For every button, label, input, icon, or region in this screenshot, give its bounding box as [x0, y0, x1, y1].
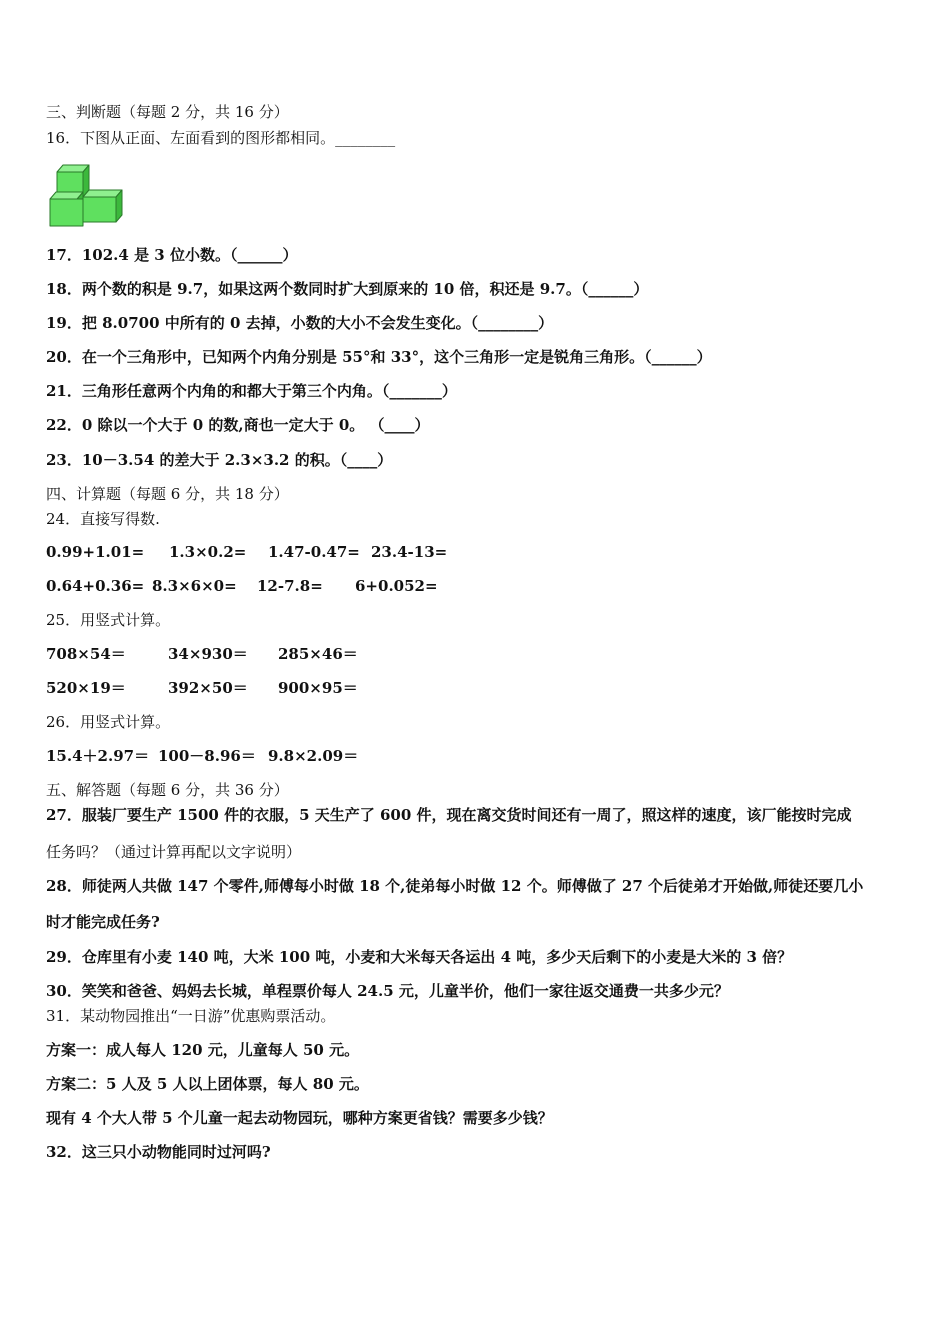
question-31-plan-1: 方案一：成人每人 120 元，儿童每人 50 元。 — [46, 1041, 360, 1059]
calc-item: 6+0.052= — [355, 577, 438, 595]
cube-front-face — [50, 199, 83, 226]
cube-front-face — [83, 197, 116, 222]
question-29: 29．仓库里有小麦 140 吨，大米 100 吨，小麦和大米每天各运出 4 吨，多少天后剩下的小麦是大米的 3 倍？ — [46, 948, 793, 966]
calc-item: 0.99+1.01= — [46, 543, 145, 561]
question-22: 22．0 除以一个大于 0 的数,商也一定大于 0。 （____） — [46, 416, 430, 434]
calc-item: 34×930＝ — [168, 645, 248, 663]
question-18: 18．两个数的积是 9.7，如果这两个数同时扩大到原来的 10 倍，积还是 9.7。（______） — [46, 280, 649, 298]
question-31-plan-2: 方案二：5 人及 5 人以上团体票，每人 80 元。 — [46, 1075, 369, 1093]
calc-item: 708×54＝ — [46, 645, 126, 663]
question-17: 17．102.4 是 3 位小数。（______） — [46, 246, 298, 264]
question-31-ask: 现有 4 个大人带 5 个儿童一起去动物园玩，哪种方案更省钱？需要多少钱？ — [46, 1109, 553, 1127]
calc-item: 8.3×6×0= — [152, 577, 237, 595]
cube-top-face — [50, 192, 83, 199]
calc-item: 9.8×2.09＝ — [268, 747, 359, 765]
calc-item: 12-7.8= — [257, 577, 323, 595]
cube-figure — [47, 160, 127, 230]
question-30: 30．笑笑和爸爸、妈妈去长城，单程票价每人 24.5 元，儿童半价，他们一家往返交通费一共多少元？ — [46, 982, 729, 1000]
calc-item: 15.4＋2.97＝ — [46, 747, 150, 765]
calc-item: 392×50＝ — [168, 679, 248, 697]
question-21: 21．三角形任意两个内角的和都大于第三个内角。（_______） — [46, 382, 457, 400]
question-31: 31．某动物园推出“一日游”优惠购票活动。 — [46, 1007, 336, 1025]
question-26: 26．用竖式计算。 — [46, 713, 171, 731]
question-27-line-1: 27．服装厂要生产 1500 件的衣服，5 天生产了 600 件，现在离交货时间还有一周了，照这样的速度，该厂能按时完成 — [46, 806, 852, 824]
question-32: 32．这三只小动物能同时过河吗? — [46, 1143, 271, 1161]
question-28-line-2: 时才能完成任务? — [46, 913, 160, 931]
calc-item: 100－8.96＝ — [158, 747, 256, 765]
calc-item: 285×46＝ — [278, 645, 358, 663]
calc-item: 520×19＝ — [46, 679, 126, 697]
question-16: 16．下图从正面、左面看到的图形都相同。________ — [46, 129, 396, 147]
section-4-heading: 四、计算题（每题 6 分，共 18 分） — [46, 485, 289, 503]
calc-item: 0.64+0.36= — [46, 577, 145, 595]
question-28-line-1: 28．师徒两人共做 147 个零件,师傅每小时做 18 个,徒弟每小时做 12 个。师傅做了 27 个后徒弟才开始做,师徒还要几小 — [46, 877, 864, 895]
calc-item: 23.4-13= — [371, 543, 448, 561]
question-20: 20．在一个三角形中，已知两个内角分别是 55°和 33°，这个三角形一定是锐角三角形。（______） — [46, 348, 712, 366]
cube-top-face — [83, 190, 122, 197]
question-27-line-2: 任务吗？（通过计算再配以文字说明） — [46, 843, 302, 861]
section-5-heading: 五、解答题（每题 6 分，共 36 分） — [46, 781, 289, 799]
calc-item: 900×95＝ — [278, 679, 358, 697]
question-23: 23．10－3.54 的差大于 2.3×3.2 的积。（____） — [46, 451, 393, 469]
section-3-heading: 三、判断题（每题 2 分，共 16 分） — [46, 103, 289, 121]
question-25: 25．用竖式计算。 — [46, 611, 171, 629]
question-24: 24．直接写得数. — [46, 510, 160, 528]
calc-item: 1.47-0.47= — [268, 543, 360, 561]
question-19: 19．把 8.0700 中所有的 0 去掉，小数的大小不会发生变化。（________） — [46, 314, 554, 332]
calc-item: 1.3×0.2= — [169, 543, 247, 561]
